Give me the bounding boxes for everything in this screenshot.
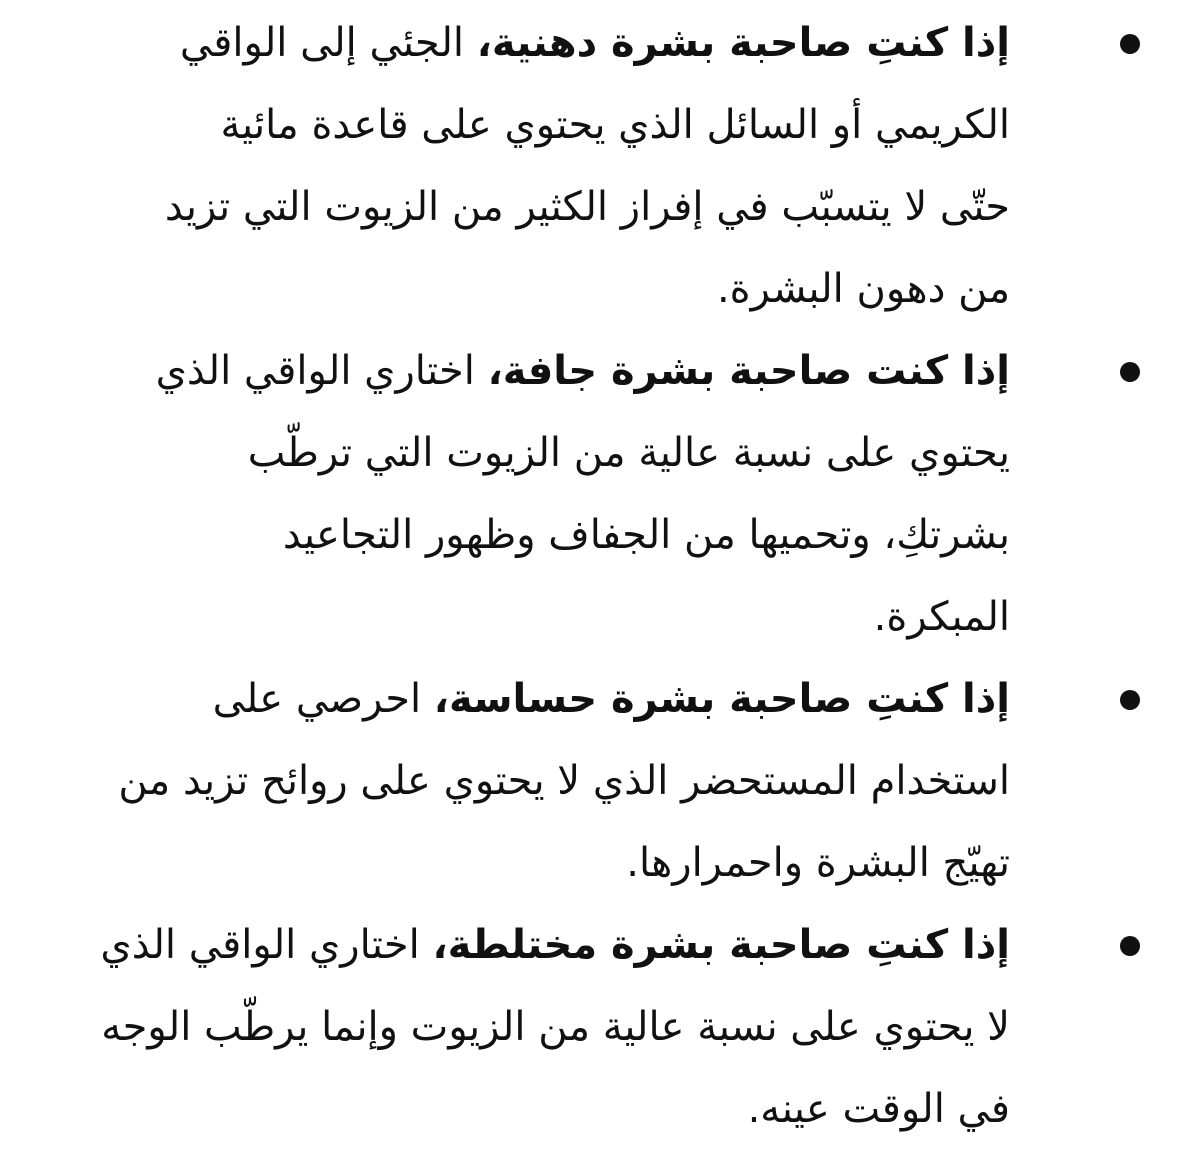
item-lead-text: إذا كنتِ صاحبة بشرة مختلطة، (432, 922, 1010, 968)
bullet-dot-icon (1120, 936, 1140, 956)
bullet-dot-icon (1120, 362, 1140, 382)
list-item-sensitive-skin (75, 658, 1010, 904)
skin-type-tips-list (0, 2, 1200, 1150)
item-lead-text: إذا كنت صاحبة بشرة جافة، (487, 348, 1010, 394)
bullet-dot-icon (1120, 690, 1140, 710)
list-item-oily-skin (150, 2, 1010, 330)
item-lead-text: إذا كنتِ صاحبة بشرة دهنية، (476, 20, 1010, 66)
item-body-text: الجئي إلى الواقي الكريمي أو السائل الذي يحتوي على قاعدة مائية حتّى لا يتسبّب في إفراز الكثير من الزيوت التي تزيد من دهون البشرة. (164, 20, 1010, 312)
list-item-combination-skin (90, 904, 1010, 1150)
item-body-text: اختاري الواقي الذي يحتوي على نسبة عالية من الزيوت التي ترطّب بشرتكِ، وتحميها من الجفاف وظهور التجاعيد المبكرة. (155, 348, 1010, 640)
bullet-dot-icon (1120, 34, 1140, 54)
list-item-dry-skin (150, 330, 1010, 658)
item-lead-text: إذا كنتِ صاحبة بشرة حساسة، (433, 676, 1010, 722)
item-body-text: اختاري الواقي الذي لا يحتوي على نسبة عالية من الزيوت وإنما يرطّب الوجه في الوقت عينه. (100, 922, 1010, 1132)
item-body-text: احرصي على استخدام المستحضر الذي لا يحتوي على روائح تزيد من تهيّج البشرة واحمرارها. (118, 676, 1010, 886)
